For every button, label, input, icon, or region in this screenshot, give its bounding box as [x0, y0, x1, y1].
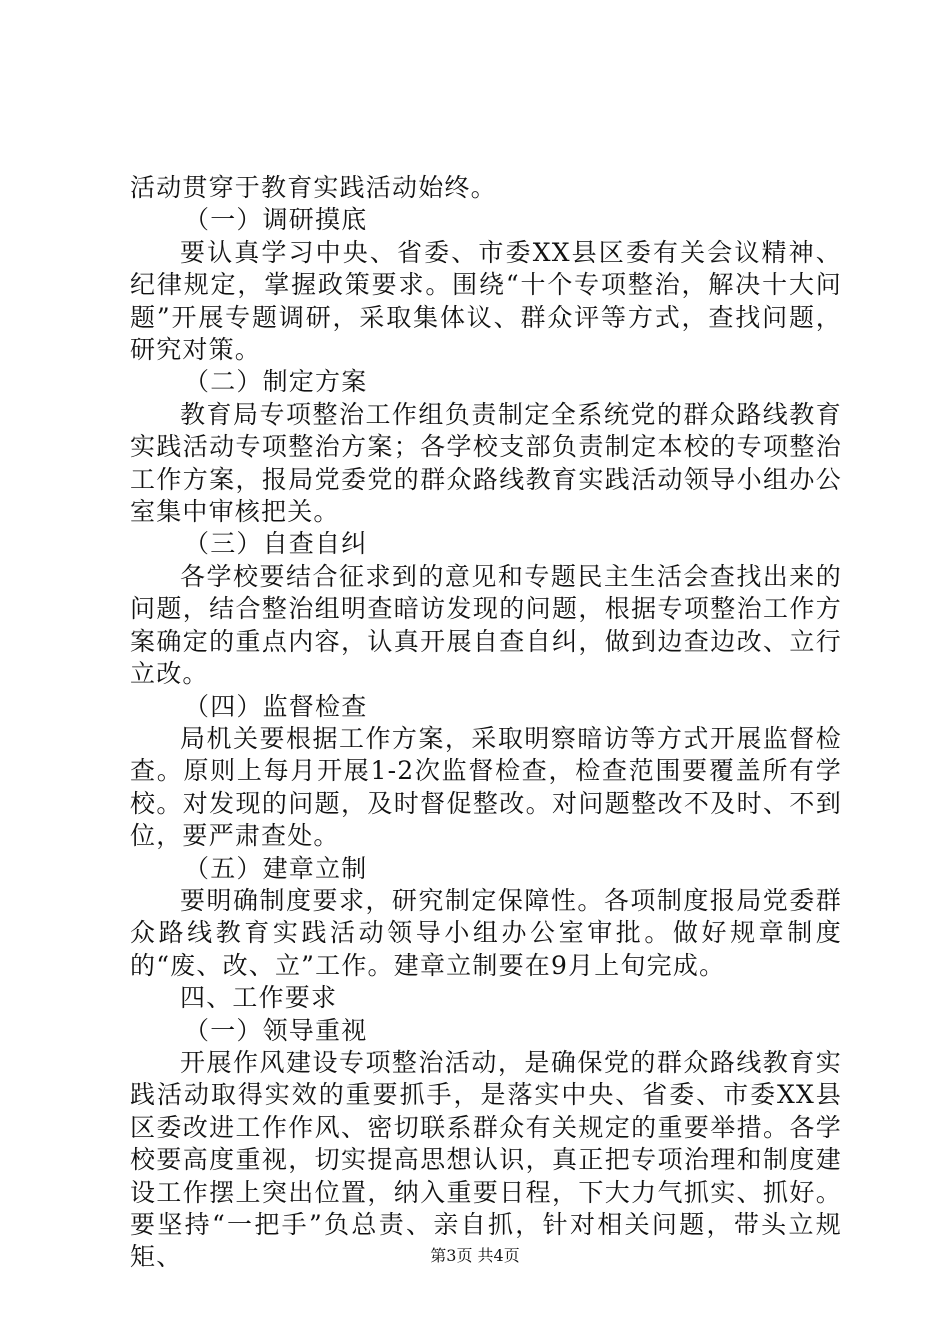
page-footer: 第3页 共4页	[430, 1246, 520, 1265]
section-subheading: （四）监督检查	[184, 691, 368, 721]
body-paragraph: 要认真学习中央、省委、市委XX县区委有关会议精神、纪律规定，掌握政策要求。围绕“十个专项整治，解决十大问题”开展专题调研，采取集体议、群众评等方式，查找问题，研究对策。	[130, 237, 842, 365]
section-heading: 四、工作要求	[180, 983, 338, 1013]
section-subheading: （一）调研摸底	[184, 205, 368, 235]
body-paragraph: 各学校要结合征求到的意见和专题民主生活会查找出来的问题，结合整治组明查暗访发现的问题，根据专项整治工作方案确定的重点内容，认真开展自查自纠，做到边查边改、立行立改。	[130, 561, 842, 689]
section-subheading: （五）建章立制	[184, 853, 368, 883]
body-paragraph: 局机关要根据工作方案，采取明察暗访等方式开展监督检查。原则上每月开展1-2次监督检查，检查范围要覆盖所有学校。对发现的问题，及时督促整改。对问题整改不及时、不到位，要严肃查处。	[130, 723, 842, 851]
section-subheading: （三）自查自纠	[184, 529, 368, 559]
body-paragraph: 活动贯穿于教育实践活动始终。	[130, 173, 497, 202]
body-paragraph: 教育局专项整治工作组负责制定全系统党的群众路线教育实践活动专项整治方案；各学校支部负责制定本校的专项整治工作方案，报局党委党的群众路线教育实践活动领导小组办公室集中审核把关。	[130, 399, 842, 527]
section-subheading: （二）制定方案	[184, 367, 368, 397]
document-body	[130, 172, 842, 1274]
body-paragraph: 要明确制度要求，研究制定保障性。各项制度报局党委群众路线教育实践活动领导小组办公室审批。做好规章制度的“废、改、立”工作。建章立制要在9月上旬完成。	[130, 885, 842, 980]
body-paragraph: 开展作风建设专项整治活动，是确保党的群众路线教育实践活动取得实效的重要抓手，是落实中央、省委、市委XX县区委改进工作作风、密切联系群众有关规定的重要举措。各学校要高度重视，切实提高思想认识，真正把专项治理和制度建设工作摆上突出位置，纳入重要日程，下大力气抓实、抓好。要坚持“一把手”负总责、亲自抓，针对相关问题，带头立规矩、	[130, 1047, 842, 1272]
section-subheading: （一）领导重视	[184, 1015, 368, 1045]
